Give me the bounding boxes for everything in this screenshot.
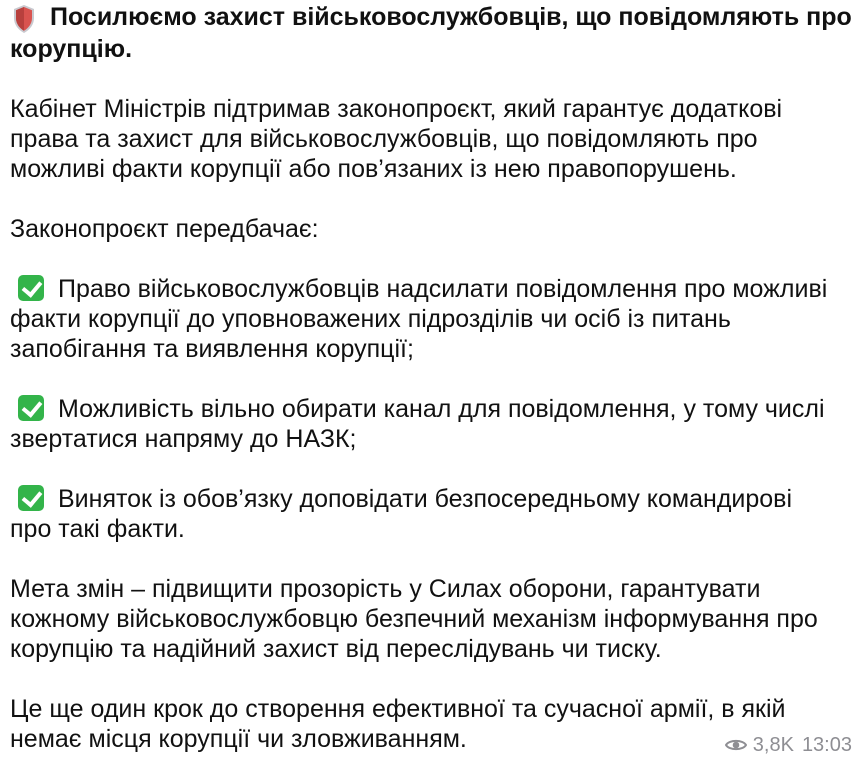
intro-paragraph [10,94,858,184]
text-line: кожному військовослужбовцю безпечний механізм інформування про [10,605,818,633]
check-mark-icon [18,395,44,421]
text-line: про такі факти. [10,515,185,543]
post-time: 13:03 [801,734,852,756]
eye-icon [725,737,747,753]
text-line: факти корупції до уповноважених підрозділів чи осіб із питань [10,305,731,333]
text-line [10,274,858,304]
list-item [10,394,858,454]
text-line: можливі факти корупції або пов’язаних із нею правопорушень. [10,155,737,183]
check-mark-icon [18,275,44,301]
text-line: Це ще один крок до створення ефективної та сучасної армії, в якій [10,695,786,723]
text-line: запобігання та виявлення корупції; [10,335,414,363]
list-item [10,274,858,364]
text-line: Законопроєкт передбачає: [10,215,319,243]
post-meta [725,733,852,757]
post-title-row [10,2,858,34]
post-title [50,2,852,32]
list-item-text: Можливість вільно обирати канал для повідомлення, у тому числі [58,395,825,423]
text-line: корупцію та надійний захист від переслідувань чи тиску. [10,635,662,663]
text-line: права та захист для військовослужбовців, що повідомляють про [10,125,758,153]
post-title-line: Посилюємо захист військовослужбовців, що повідомляють про [50,3,852,31]
text-line: немає місця корупції чи зловживанням. [10,725,467,753]
list-item-text: Виняток із обов’язку доповідати безпосередньому командирові [58,485,793,513]
text-line [10,484,858,514]
list-item-text: Право військовослужбовців надсилати повідомлення про можливі [58,275,828,303]
shield-icon [12,4,36,34]
post-title-line: корупцію. [10,35,133,63]
check-mark-icon [18,485,44,511]
goal-paragraph [10,574,858,664]
text-line [10,394,858,424]
text-line: Кабінет Міністрів підтримав законопроєкт, який гарантує додаткові [10,95,783,123]
text-line: Мета змін – підвищити прозорість у Силах оборони, гарантувати [10,575,761,603]
list-item [10,484,858,544]
view-count: 3,8K [752,734,794,756]
list-intro [10,214,858,244]
text-line: звертатися напряму до НАЗК; [10,425,357,453]
